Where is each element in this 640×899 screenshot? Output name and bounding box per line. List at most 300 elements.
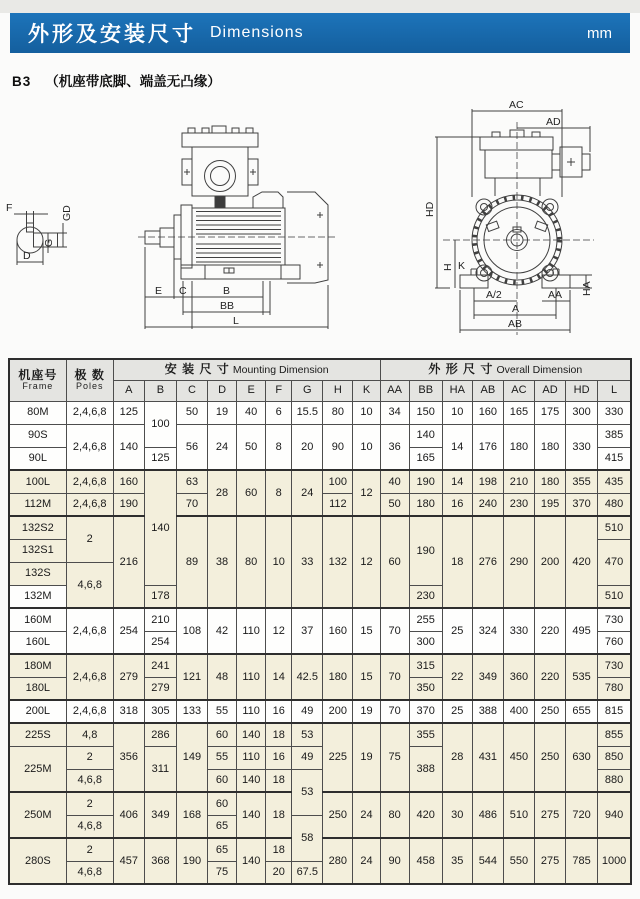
cell: 38: [208, 516, 237, 608]
cell: 255: [409, 608, 442, 631]
cell: 350: [409, 677, 442, 700]
cell: 4,6,8: [66, 815, 113, 838]
frame-cell: 225M: [9, 746, 66, 792]
cell: 112: [323, 493, 353, 516]
frame-cell: 280S: [9, 838, 66, 884]
cell: 14: [442, 470, 472, 493]
cell: 230: [503, 493, 534, 516]
cell: 14: [266, 654, 292, 700]
frame-cell: 80M: [9, 401, 66, 424]
col-header: AB: [472, 380, 503, 401]
unit-label: mm: [587, 24, 612, 42]
cell: 24: [208, 424, 237, 470]
dim-label-K: K: [458, 260, 466, 272]
cell: 275: [534, 792, 565, 838]
col-header: A: [113, 380, 144, 401]
cell: 15: [353, 654, 380, 700]
cell: 140: [237, 723, 266, 746]
cell: 149: [176, 723, 207, 792]
cell: 330: [598, 401, 631, 424]
cell: 24: [292, 470, 323, 516]
cell: 55: [208, 746, 237, 769]
frame-cell: 100L: [9, 470, 66, 493]
cell: 50: [176, 401, 207, 424]
cell: 63: [176, 470, 207, 493]
cell: 53: [292, 723, 323, 746]
cell: 200: [534, 516, 565, 608]
cell: 70: [380, 700, 409, 723]
cell: 420: [409, 792, 442, 838]
frame-cell: 180L: [9, 677, 66, 700]
cell: 370: [409, 700, 442, 723]
end-view-drawing: [435, 109, 594, 335]
cell: 89: [176, 516, 207, 608]
page-top-strip: [0, 0, 640, 13]
cell: 140: [409, 424, 442, 447]
cell: 42.5: [292, 654, 323, 700]
cell: 355: [566, 470, 598, 493]
table-row: [9, 608, 631, 631]
cell: 25: [442, 608, 472, 654]
cell: 2,4,6,8: [66, 493, 113, 516]
cell: 30: [442, 792, 472, 838]
cell: 140: [237, 838, 266, 884]
table-row: [9, 470, 631, 493]
cell: 75: [380, 723, 409, 792]
cell: 730: [598, 608, 631, 631]
cell: 324: [472, 608, 503, 654]
cell: 470: [598, 539, 631, 585]
cell: 168: [176, 792, 207, 838]
cell: 349: [144, 792, 176, 838]
section-title-en: Dimensions: [210, 24, 304, 41]
cell: 311: [144, 746, 176, 792]
cell: 730: [598, 654, 631, 677]
cell: 279: [113, 654, 144, 700]
frame-cell: 225S: [9, 723, 66, 746]
cell: 150: [409, 401, 442, 424]
cell: 2,4,6,8: [66, 608, 113, 654]
cell: 80: [237, 516, 266, 608]
cell: 35: [442, 838, 472, 884]
frame-cell: 160M: [9, 608, 66, 631]
cell: 275: [534, 838, 565, 884]
cell: 286: [144, 723, 176, 746]
cell: 4,6,8: [66, 562, 113, 608]
dimensions-table: [8, 358, 632, 885]
dim-label-A2: A/2: [486, 289, 502, 301]
dim-label-AC: AC: [509, 99, 524, 111]
motor-dimension-drawing: [0, 97, 640, 355]
cell: 19: [353, 700, 380, 723]
cell: 67.5: [292, 861, 323, 884]
mounting-code: B3: [12, 74, 32, 89]
cell: 486: [472, 792, 503, 838]
cell: 140: [237, 792, 266, 838]
cell: 24: [353, 792, 380, 838]
cell: 60: [380, 516, 409, 608]
cell: 37: [292, 608, 323, 654]
frame-cell: 90L: [9, 447, 66, 470]
cell: 435: [598, 470, 631, 493]
cell: 160: [323, 608, 353, 654]
cell: 2: [66, 838, 113, 861]
cell: 22: [442, 654, 472, 700]
dim-label-F: F: [6, 202, 13, 214]
cell: 49: [292, 700, 323, 723]
dim-label-E: E: [155, 285, 163, 297]
cell: 140: [237, 769, 266, 792]
dim-label-G: G: [43, 238, 55, 247]
cell: 19: [208, 401, 237, 424]
cell: 760: [598, 631, 631, 654]
cell: 34: [380, 401, 409, 424]
cell: 18: [266, 769, 292, 792]
frame-cell: 250M: [9, 792, 66, 838]
cell: 850: [598, 746, 631, 769]
table-row: [9, 723, 631, 746]
cell: 14: [442, 424, 472, 470]
cell: 368: [144, 838, 176, 884]
cell: 60: [208, 769, 237, 792]
cell: 388: [409, 746, 442, 792]
mounting-code-subtitle: [12, 70, 221, 90]
cell: 2: [66, 792, 113, 815]
cell: 180: [323, 654, 353, 700]
frame-cell: 112M: [9, 493, 66, 516]
col-header: B: [144, 380, 176, 401]
cell: 18: [442, 516, 472, 608]
cell: 2: [66, 516, 113, 562]
dim-label-HA: HA: [581, 281, 593, 296]
table-row: [9, 654, 631, 677]
cell: 406: [113, 792, 144, 838]
frame-cell: 132S2: [9, 516, 66, 539]
cell: 4,8: [66, 723, 113, 746]
cell: 415: [598, 447, 631, 470]
col-header: C: [176, 380, 207, 401]
cell: 15.5: [292, 401, 323, 424]
dim-label-GD: GD: [61, 205, 73, 221]
col-header: D: [208, 380, 237, 401]
col-header: E: [237, 380, 266, 401]
frame-column-header: 机座号 Frame: [9, 359, 66, 401]
col-header: K: [353, 380, 380, 401]
cell: 20: [292, 424, 323, 470]
cell: 16: [266, 700, 292, 723]
cell: 121: [176, 654, 207, 700]
dim-label-L: L: [233, 315, 239, 327]
cell: 28: [208, 470, 237, 516]
frame-cell: 90S: [9, 424, 66, 447]
cell: 15: [353, 608, 380, 654]
cell: 132: [323, 516, 353, 608]
cell: 940: [598, 792, 631, 838]
frame-cell: 200L: [9, 700, 66, 723]
cell: 4,6,8: [66, 769, 113, 792]
cell: 160: [472, 401, 503, 424]
cell: 55: [208, 700, 237, 723]
cell: 180: [503, 424, 534, 470]
cell: 250: [323, 792, 353, 838]
cell: 19: [353, 723, 380, 792]
cell: 330: [503, 608, 534, 654]
cell: 250: [534, 723, 565, 792]
cell: 195: [534, 493, 565, 516]
frame-cell: 180M: [9, 654, 66, 677]
cell: 815: [598, 700, 631, 723]
cell: 8: [266, 470, 292, 516]
col-header: H: [323, 380, 353, 401]
cell: 175: [534, 401, 565, 424]
dim-label-AA: AA: [548, 289, 563, 301]
cell: 180: [534, 424, 565, 470]
cell: 360: [503, 654, 534, 700]
cell: 165: [409, 447, 442, 470]
cell: 16: [442, 493, 472, 516]
cell: 176: [472, 424, 503, 470]
cell: 198: [472, 470, 503, 493]
cell: 254: [144, 631, 176, 654]
dim-label-AD: AD: [546, 116, 561, 128]
cell: 50: [237, 424, 266, 470]
cell: 355: [409, 723, 442, 746]
cell: 431: [472, 723, 503, 792]
cell: 216: [113, 516, 144, 608]
cell: 2,4,6,8: [66, 700, 113, 723]
dim-label-C: C: [179, 285, 187, 297]
cell: 100: [144, 401, 176, 447]
cell: 125: [113, 401, 144, 424]
cell: 10: [353, 424, 380, 470]
cell: 90: [380, 838, 409, 884]
cell: 40: [237, 401, 266, 424]
col-header: L: [598, 380, 631, 401]
col-header: G: [292, 380, 323, 401]
cell: 48: [208, 654, 237, 700]
cell: 2: [66, 746, 113, 769]
cell: 100: [323, 470, 353, 493]
cell: 370: [566, 493, 598, 516]
cell: 225: [323, 723, 353, 792]
table-row: [9, 401, 631, 424]
cell: 190: [409, 470, 442, 493]
cell: 49: [292, 746, 323, 769]
cell: 780: [598, 677, 631, 700]
cell: 12: [353, 470, 380, 516]
dim-label-BB: BB: [220, 300, 235, 312]
cell: 300: [409, 631, 442, 654]
cell: 25: [442, 700, 472, 723]
cell: 655: [566, 700, 598, 723]
cell: 70: [380, 654, 409, 700]
cell: 230: [409, 585, 442, 608]
cell: 220: [534, 654, 565, 700]
cell: 90: [323, 424, 353, 470]
cell: 60: [208, 723, 237, 746]
cell: 535: [566, 654, 598, 700]
cell: 220: [534, 608, 565, 654]
section-title-zh: 外形及安装尺寸: [28, 23, 196, 46]
cell: 10: [353, 401, 380, 424]
cell: 200: [323, 700, 353, 723]
cell: 56: [176, 424, 207, 470]
cell: 40: [380, 470, 409, 493]
cell: 785: [566, 838, 598, 884]
cell: 60: [208, 792, 237, 815]
cell: 140: [113, 424, 144, 470]
cell: 276: [472, 516, 503, 608]
cell: 18: [266, 792, 292, 838]
cell: 630: [566, 723, 598, 792]
overall-dimension-group-header: 外 形 尺 寸 Overall Dimension: [380, 359, 631, 380]
cell: 8: [266, 424, 292, 470]
cell: 36: [380, 424, 409, 470]
cell: 450: [503, 723, 534, 792]
cell: 10: [442, 401, 472, 424]
cell: 510: [503, 792, 534, 838]
cell: 880: [598, 769, 631, 792]
cell: 210: [144, 608, 176, 631]
mounting-note: （机座带底脚、端盖无凸缘）: [45, 74, 221, 89]
cell: 133: [176, 700, 207, 723]
col-header: HD: [566, 380, 598, 401]
cell: 180: [534, 470, 565, 493]
frame-cell: 132S: [9, 562, 66, 585]
cell: 28: [442, 723, 472, 792]
dim-label-HD: HD: [424, 201, 436, 217]
col-header: HA: [442, 380, 472, 401]
cell: 65: [208, 815, 237, 838]
cell: 855: [598, 723, 631, 746]
cell: 16: [266, 746, 292, 769]
cell: 2,4,6,8: [66, 424, 113, 470]
cell: 458: [409, 838, 442, 884]
dim-label-A: A: [512, 303, 520, 315]
poles-column-header: 极 数 Poles: [66, 359, 113, 401]
cell: 495: [566, 608, 598, 654]
dim-label-B: B: [223, 285, 231, 297]
cell: 2,4,6,8: [66, 401, 113, 424]
cell: 420: [566, 516, 598, 608]
cell: 210: [503, 470, 534, 493]
cell: 65: [208, 838, 237, 861]
cell: 254: [113, 608, 144, 654]
cell: 385: [598, 424, 631, 447]
cell: 510: [598, 585, 631, 608]
side-view-drawing: [138, 126, 338, 329]
table-row: [9, 700, 631, 723]
cell: 160: [113, 470, 144, 493]
cell: 80: [323, 401, 353, 424]
cell: 388: [472, 700, 503, 723]
frame-cell: 132S1: [9, 539, 66, 562]
cell: 110: [237, 608, 266, 654]
cell: 510: [598, 516, 631, 539]
cell: 2,4,6,8: [66, 654, 113, 700]
col-header: AD: [534, 380, 565, 401]
cell: 110: [237, 654, 266, 700]
cell: 480: [598, 493, 631, 516]
cell: 2,4,6,8: [66, 470, 113, 493]
cell: 20: [266, 861, 292, 884]
cell: 318: [113, 700, 144, 723]
cell: 108: [176, 608, 207, 654]
cell: 315: [409, 654, 442, 677]
cell: 330: [566, 424, 598, 470]
col-header: AC: [503, 380, 534, 401]
cell: 279: [144, 677, 176, 700]
cell: 18: [266, 723, 292, 746]
cell: 70: [380, 608, 409, 654]
cell: 12: [353, 516, 380, 608]
cell: 190: [113, 493, 144, 516]
cell: 18: [266, 838, 292, 861]
cell: 53: [292, 769, 323, 815]
cell: 33: [292, 516, 323, 608]
cell: 240: [472, 493, 503, 516]
cell: 110: [237, 700, 266, 723]
cell: 140: [144, 470, 176, 585]
cell: 280: [323, 838, 353, 884]
frame-cell: 160L: [9, 631, 66, 654]
cell: 75: [208, 861, 237, 884]
cell: 241: [144, 654, 176, 677]
technical-drawing: [0, 97, 640, 355]
cell: 305: [144, 700, 176, 723]
cell: 42: [208, 608, 237, 654]
cell: 180: [409, 493, 442, 516]
cell: 178: [144, 585, 176, 608]
dim-label-H: H: [442, 263, 454, 271]
dim-label-AB: AB: [508, 318, 523, 330]
table-row: [9, 516, 631, 539]
col-header: BB: [409, 380, 442, 401]
section-header-bar: [10, 13, 630, 53]
cell: 80: [380, 792, 409, 838]
cell: 190: [409, 516, 442, 585]
cell: 58: [292, 815, 323, 861]
cell: 457: [113, 838, 144, 884]
cell: 12: [266, 608, 292, 654]
cell: 125: [144, 447, 176, 470]
cell: 50: [380, 493, 409, 516]
cell: 190: [176, 838, 207, 884]
cell: 1000: [598, 838, 631, 884]
table-header-row: [9, 359, 631, 380]
cell: 60: [237, 470, 266, 516]
col-header: AA: [380, 380, 409, 401]
cell: 250: [534, 700, 565, 723]
col-header: F: [266, 380, 292, 401]
cell: 4,6,8: [66, 861, 113, 884]
cell: 349: [472, 654, 503, 700]
cell: 400: [503, 700, 534, 723]
cell: 24: [353, 838, 380, 884]
cell: 110: [237, 746, 266, 769]
cell: 165: [503, 401, 534, 424]
cell: 290: [503, 516, 534, 608]
table-row: [9, 424, 631, 447]
cell: 10: [266, 516, 292, 608]
mounting-dimension-group-header: 安 装 尺 寸 Mounting Dimension: [113, 359, 380, 380]
cell: 550: [503, 838, 534, 884]
shaft-detail-drawing: [14, 211, 67, 265]
cell: 6: [266, 401, 292, 424]
cell: 356: [113, 723, 144, 792]
cell: 544: [472, 838, 503, 884]
cell: 720: [566, 792, 598, 838]
